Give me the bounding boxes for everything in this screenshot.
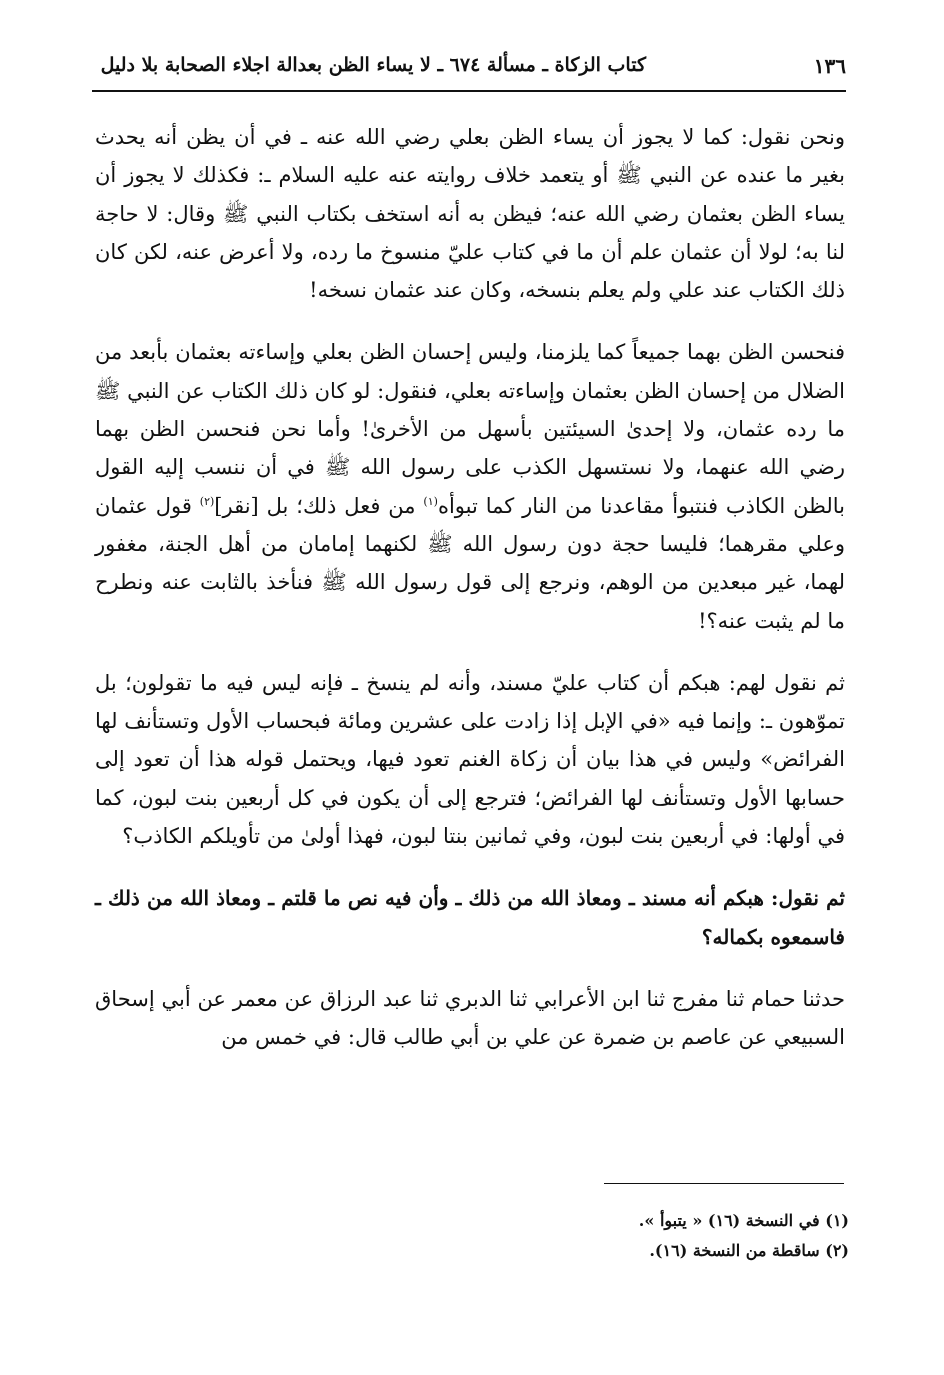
paragraph-4: ثم نقول: هبكم أنه مسند ـ ومعاذ الله من ذلك ـ وأن فيه نص ما قلتم ـ ومعاذ الله من ذلك ـ فاسمعوه بكماله؟ [95, 886, 845, 949]
paragraph-2 [95, 333, 845, 639]
running-header [92, 50, 846, 92]
paragraph-3: ثم نقول لهم: هبكم أن كتاب عليّ مسند، وأنه لم ينسخ ـ فإنه ليس فيه ما تقولون؛ بل تموّهون ـ: وإنما فيه «في الإبل إذا زادت على عشرين ومائة فبحساب الأول وتستأنف لها الفرائض» وليس في هذا بيان أن زكاة الغنم تعود فيها، ويحتمل قوله هذا أن تعود إلى حسابها الأول وتستأنف لها الفرائض؛ فترجع إلى أن يكون في كل أربعين بنت لبون، كما في أولها: في أربعين بنت لبون، وفي ثمانين بنتا لبون، فهذا أولىٰ من تأويلكم الكاذب؟ [95, 670, 845, 849]
running-title: كتاب الزكاة ـ مسألة ٦٧٤ ـ لا يساء الظن بعدالة اجلاء الصحابة بلا دليل [100, 54, 646, 76]
paragraph-1: ونحن نقول: كما لا يجوز أن يساء الظن بعلي رضي الله عنه ـ في أن يظن أنه يحدث بغير ما عنده عن النبي ﷺ أو يتعمد خلاف روايته عنه عليه السلام ـ: فكذلك لا يجوز أن يساء الظن بعثمان رضي الله عنه؛ فيظن به أنه استخف بكتاب النبي ﷺ وقال: لا حاجة لنا به؛ لولا أن عثمان علم أن ما في كتاب عليّ منسوخ ما رده، ولا أعرض عنه، لكن كان ذلك الكتاب عند علي ولم يعلم بنسخه، وكان عند عثمان نسخه! [95, 125, 845, 303]
page-number: ١٣٦ [813, 54, 846, 78]
footnote-divider [604, 1183, 844, 1184]
footnote-1: (١) في النسخة (١٦) « يتبوأ ». [638, 1211, 849, 1230]
paragraph-2-part-3: قول عثمان وعلي مقرهما؛ فليسا حجة دون رسول الله ﷺ لكنهما إمامان من أهل الجنة، مغفور لهما، غير مبعدين من الوهم، ونرجع إلى قول رسول الله ﷺ فنأخذ بالثابت عنه ونطرح ما لم يثبت عنه؟! [95, 493, 846, 633]
footnote-ref-2: (٢) [199, 494, 215, 508]
paragraph-2-part-2: من فعل ذلك؛ بل [نقر] [214, 493, 424, 518]
footnotes [349, 1206, 849, 1266]
footnote-2: (٢) ساقطة من النسخة (١٦). [649, 1241, 849, 1260]
main-text [95, 118, 845, 1081]
paragraph-5: حدثنا حمام ثنا مفرج ثنا ابن الأعرابي ثنا الدبري ثنا عبد الرزاق عن معمر عن أبي إسحاق السبيعي عن عاصم بن ضمرة عن علي بن أبي طالب قال: في خمس من [95, 986, 845, 1050]
paragraph-2-part-1: فنحسن الظن بهما جميعاً كما يلزمنا، وليس إحسان الظن بعلي وإساءته بعثمان بأبعد من الضلال من إحسان الظن بعثمان وإساءته بعلي، فنقول: لو كان ذلك الكتاب عن النبي ﷺ ما رده عثمان، ولا إحدىٰ السيئتين بأسهل من الأخرىٰ! وأما نحن فنحسن الظن بهما رضي الله عنهما، ولا نستسهل الكذب على رسول الله ﷺ في أن ننسب إليه القول بالظن الكاذب فنتبوأ مقاعدنا من النار كما تبوأه [95, 340, 845, 518]
footnote-ref-1: (١) [423, 494, 438, 508]
